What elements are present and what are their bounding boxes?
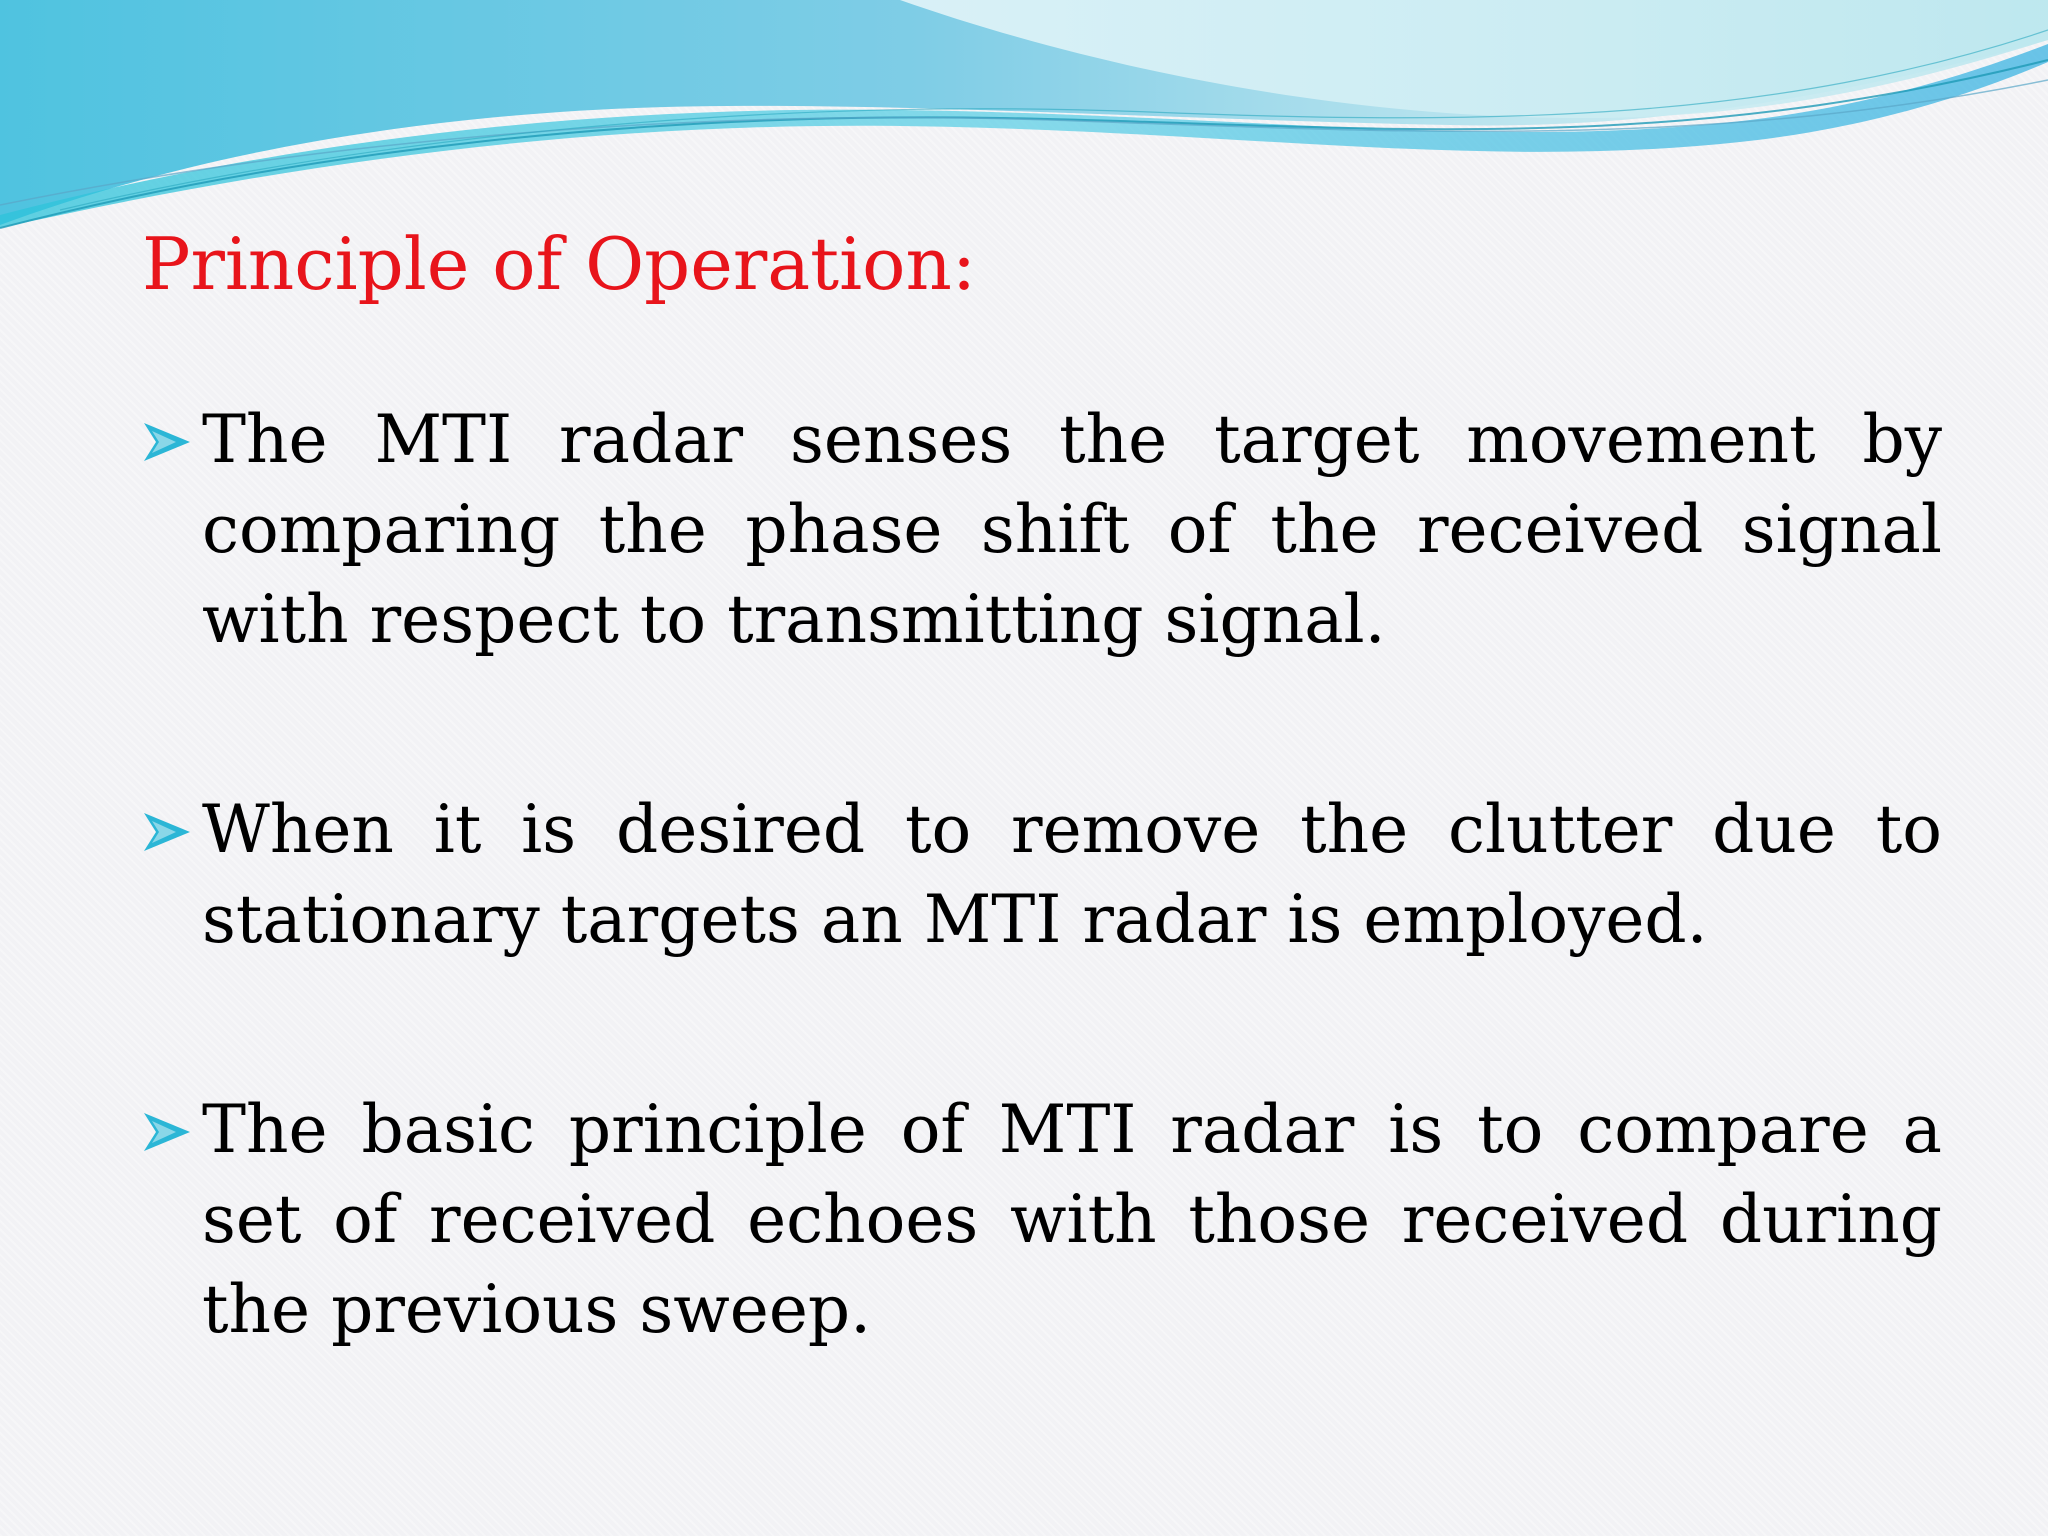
slide-title: Principle of Operation:	[142, 222, 977, 306]
bullet-list	[142, 395, 1942, 1355]
arrow-bullet-icon	[144, 1113, 190, 1151]
bullet-item	[142, 785, 1942, 965]
arrow-bullet-icon	[144, 423, 190, 461]
bullet-text: The MTI radar senses the target movement by comparing the phase shift of the received signal with respect to transmitting signal.	[202, 401, 1942, 658]
bullet-item	[142, 395, 1942, 665]
bullet-item	[142, 1085, 1942, 1355]
header-wave-decoration	[0, 0, 2048, 240]
arrow-bullet-icon	[144, 813, 190, 851]
bullet-text: When it is desired to remove the clutter due to stationary targets an MTI radar is employed.	[202, 791, 1942, 958]
bullet-text: The basic principle of MTI radar is to compare a set of received echoes with those received during the previous sweep.	[202, 1091, 1942, 1348]
